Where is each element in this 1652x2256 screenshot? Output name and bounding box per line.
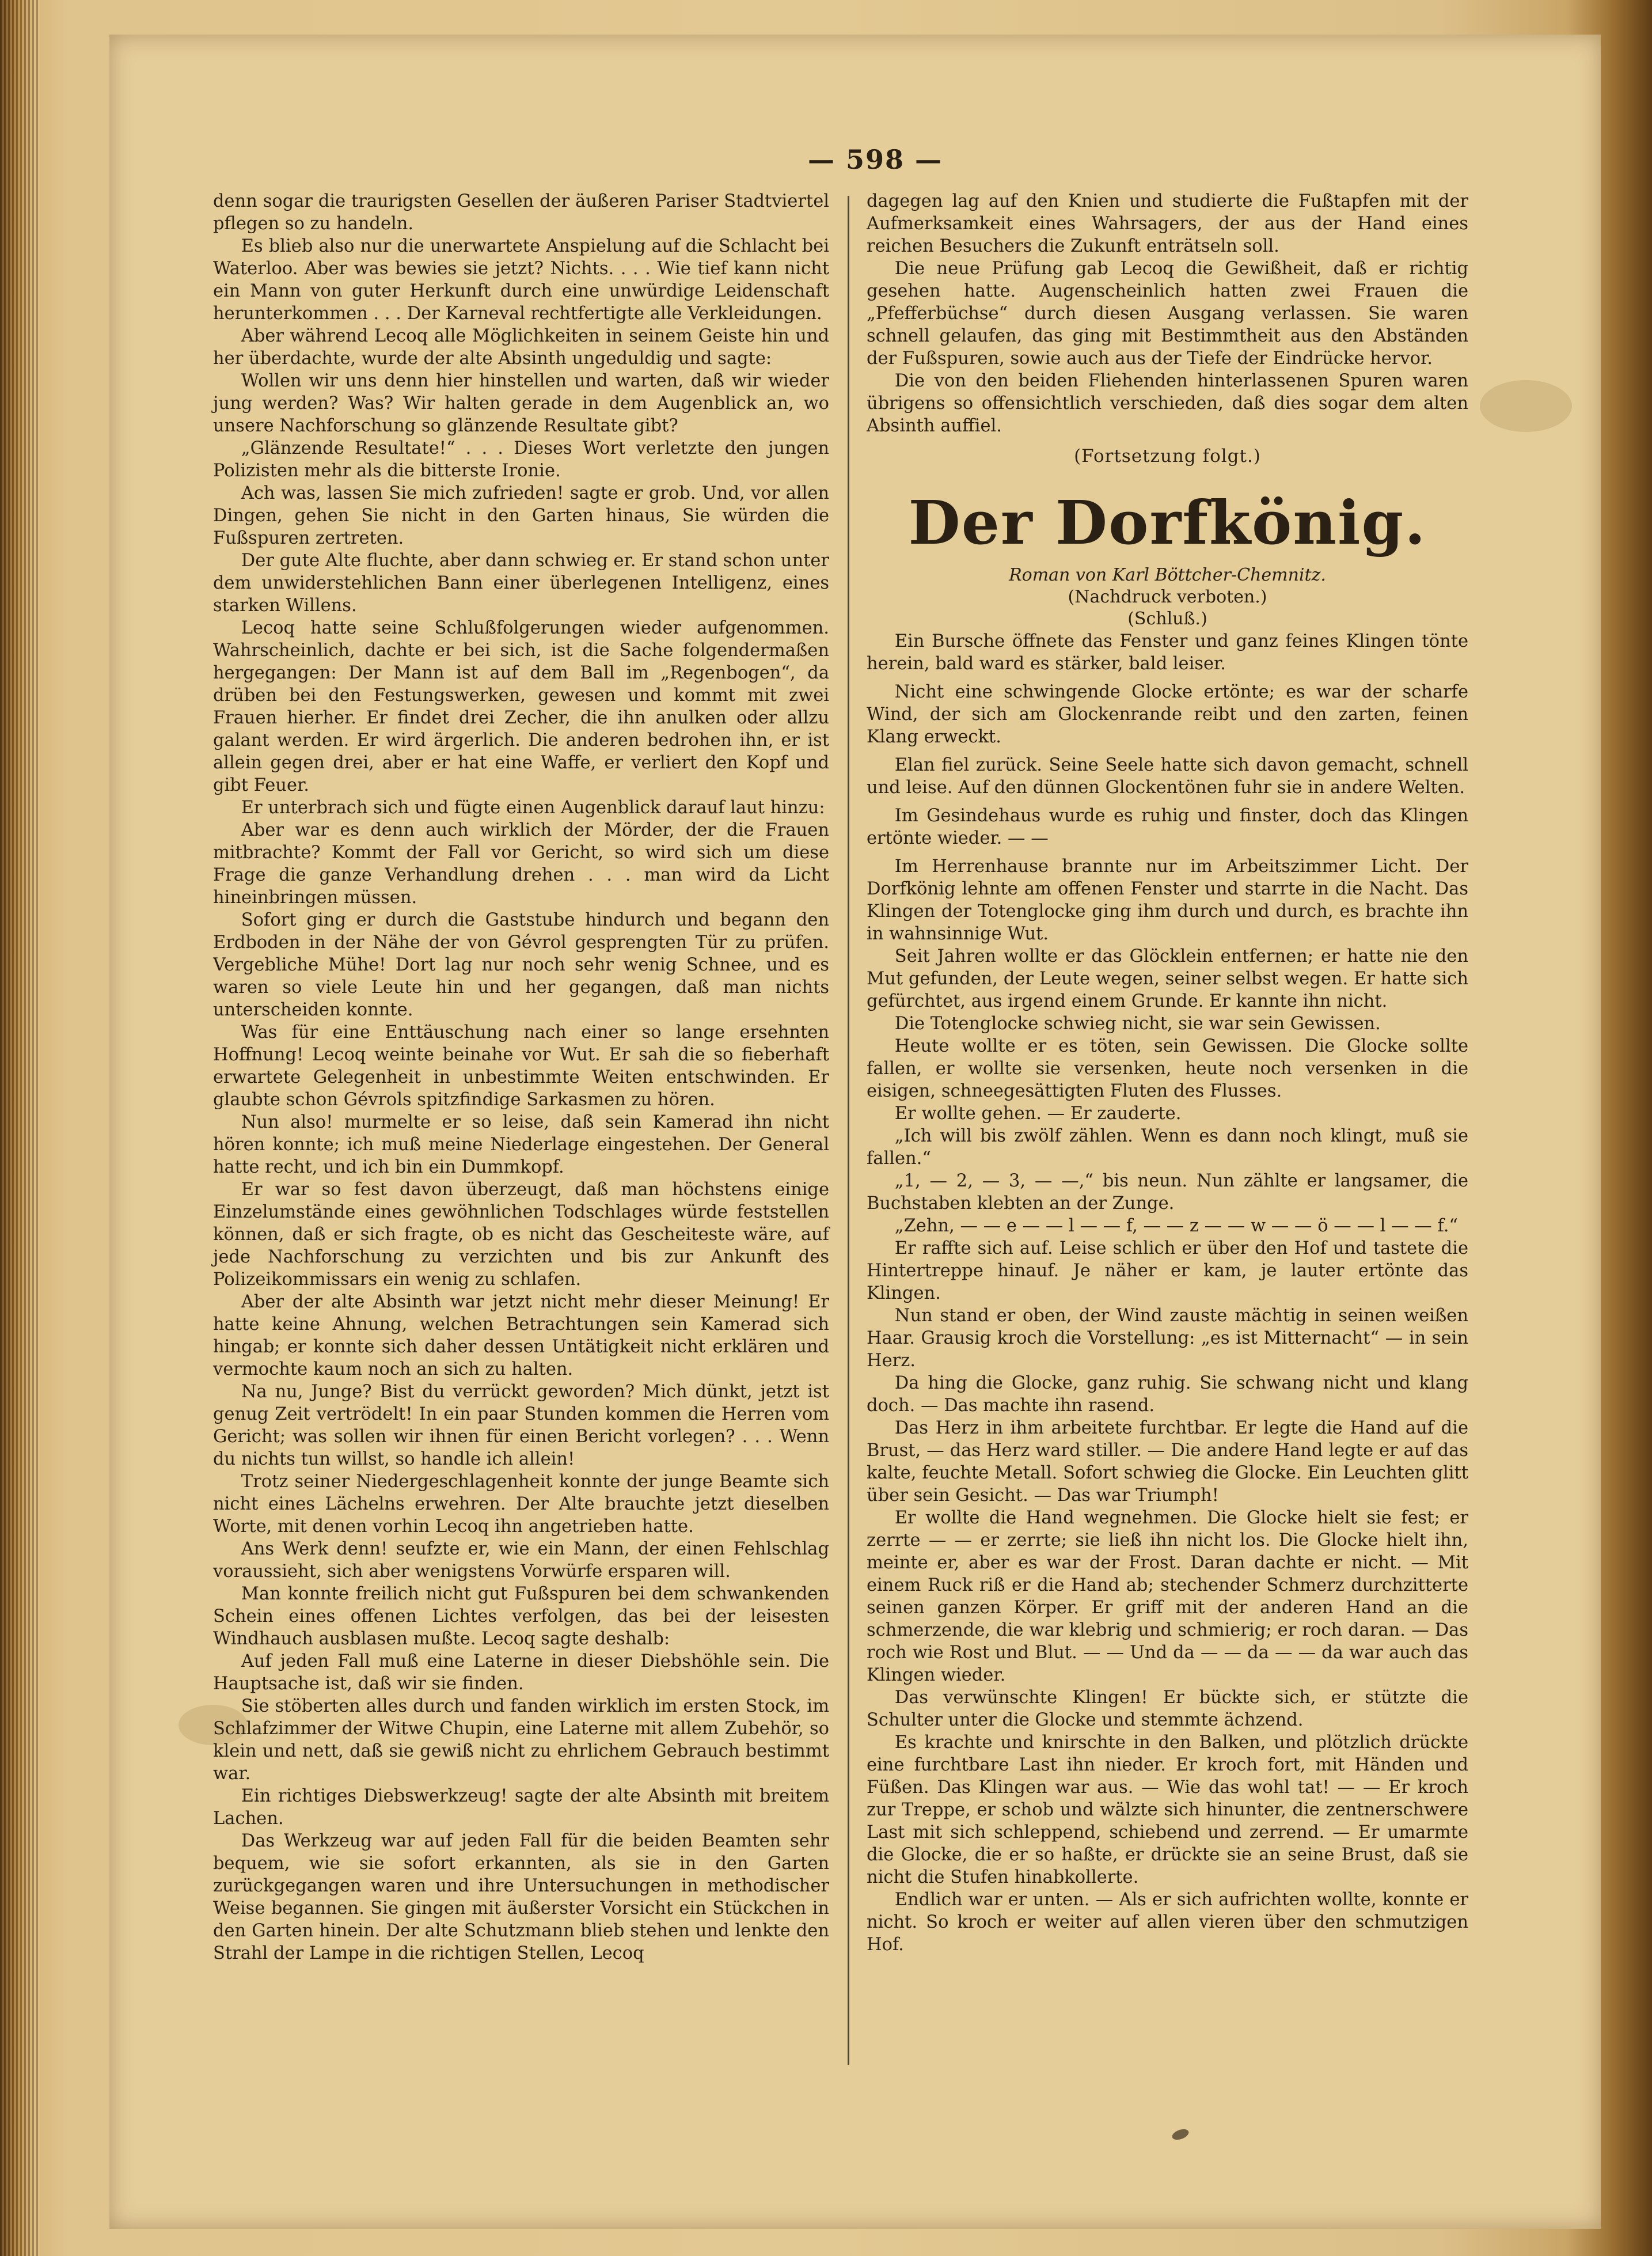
paragraph: Was für eine Enttäuschung nach einer so lange ersehnten Hoffnung! Lecoq weinte beinahe vor Wut. Er sah die so fieberhaft erwartete Gelegenheit in unbestimmte Weiten entschwinden. Er glaubte schon Gévrols spitzfindige Sarkasmen zu hören. (213, 1022, 829, 1110)
paragraph: Das Herz in ihm arbeitete furchtbar. Er legte die Hand auf die Brust, — das Herz ward stiller. — Die andere Hand legte er auf das kalte, feuchte Metall. Sofort schwieg die Glocke. Ein Leuchten glitt über sein Gesicht. — Das war Triumph! (867, 1418, 1468, 1506)
paragraph: „1, — 2, — 3, — —,“ bis neun. Nun zählte er langsamer, die Buchstaben klebten an der Zunge. (867, 1171, 1468, 1214)
paragraph: Elan fiel zurück. Seine Seele hatte sich davon gemacht, schnell und leise. Auf den dünnen Glockentönen fuhr sie in andere Welten. (867, 755, 1468, 798)
right-column (867, 190, 1468, 1956)
paragraph: denn sogar die traurigsten Gesellen der äußeren Pariser Stadtviertel pflegen so zu handeln. (213, 191, 829, 234)
paragraph: Sofort ging er durch die Gaststube hindurch und begann den Erdboden in der Nähe der von Gévrol gesprengten Tür zu prüfen. Vergebliche Mühe! Dort lag nur noch sehr wenig Schnee, und es waren so viele Leute hin und her gegangen, daß man nichts unterscheiden konnte. (213, 910, 829, 1020)
paragraph: Das verwünschte Klingen! Er bückte sich, er stützte die Schulter unter die Glocke und stemmte ächzend. (867, 1688, 1468, 1730)
paragraph: dagegen lag auf den Knien und studierte die Fußtapfen mit der Aufmerksamkeit eines Wahrsagers, der aus der Hand eines reichen Besuchers die Zukunft enträtseln soll. (867, 191, 1468, 256)
paragraph: Es krachte und knirschte in den Balken, und plötzlich drückte eine furchtbare Last ihn nieder. Er kroch fort, mit Händen und Füßen. Das Klingen war aus. — Wie das wohl tat! — — Er kroch zur Treppe, er schob und wälzte sich hinunter, die zentnerschwere Last mit sich schleppend, schiebend und zerrend. — Er umarmte die Glocke, die er so haßte, er drückte sie an seine Brust, daß sie nicht die Stufen hinabkollerte. (867, 1732, 1468, 1887)
novel-title: Der Dorfkönig. (908, 487, 1427, 558)
page-number: — 598 — (807, 144, 943, 175)
paragraph: Aber war es denn auch wirklich der Mörder, der die Frauen mitbrachte? Kommt der Fall vor Gericht, so wird sich um diese Frage die ganze Verhandlung drehen . . . man wird da Licht hineinbringen müssen. (213, 820, 829, 908)
paragraph: „Glänzende Resultate!“ . . . Dieses Wort verletzte den jungen Polizisten mehr als die bitterste Ironie. (213, 438, 829, 481)
paragraph: Aber der alte Absinth war jetzt nicht mehr dieser Meinung! Er hatte keine Ahnung, welchen Betrachtungen sein Kamerad sich hingab; er konnte sich daher dessen Untätigkeit nicht erklären und vermochte kaum noch an sich zu halten. (213, 1292, 829, 1379)
paragraph: Ein Bursche öffnete das Fenster und ganz feines Klingen tönte herein, bald ward es stärker, bald leiser. (867, 631, 1468, 674)
paper-stain (1480, 380, 1572, 432)
paragraph: Ach was, lassen Sie mich zufrieden! sagte er grob. Und, vor allen Dingen, gehen Sie nicht in den Garten hinaus, Sie würden die Fußspuren zertreten. (213, 483, 829, 548)
continued-note: (Fortsetzung folgt.) (1074, 446, 1261, 467)
paragraph: Nun stand er oben, der Wind zauste mächtig in seinen weißen Haar. Grausig kroch die Vorstellung: „es ist Mitternacht“ — in sein Herz. (867, 1306, 1468, 1371)
paragraph: Er war so fest davon überzeugt, daß man höchstens einige Einzelumstände eines gewöhnlichen Todschlages würde feststellen können, daß er sich fragte, ob es nicht das Gescheiteste wäre, auf jede Nachforschung zu verzichten und bis zur Ankunft des Polizeikommissars ein wenig zu schlafen. (213, 1180, 829, 1290)
paragraph: Ans Werk denn! seufzte er, wie ein Mann, der einen Fehlschlag voraussieht, sich aber wenigstens Vorwürfe ersparen will. (213, 1539, 829, 1582)
paragraph: Er wollte die Hand wegnehmen. Die Glocke hielt sie fest; er zerrte — — er zerrte; sie ließ ihn nicht los. Die Glocke hielt ihn, meinte er, aber es war der Frost. Daran dachte er nicht. — Mit einem Ruck riß er die Hand ab; stechender Schmerz durchzitterte seinen ganzen Körper. Er griff mit der anderen Hand an die schmerzende, die war klebrig und schmierig; er roch daran. — Das roch wie Rost und Blut. — — Und da — — da — — da war auch das Klingen wieder. (867, 1508, 1468, 1685)
paragraph: Trotz seiner Niedergeschlagenheit konnte der junge Beamte sich nicht eines Lächelns erwehren. Der Alte brauchte jetzt dieselben Worte, mit denen vorhin Lecoq ihn angetrieben hatte. (213, 1472, 829, 1537)
paragraph: Seit Jahren wollte er das Glöcklein entfernen; er hatte nie den Mut gefunden, der Leute wegen, seiner selbst wegen. Er hatte sich gefürchtet, aus irgend einem Grunde. Er kannte ihn nicht. (867, 946, 1468, 1011)
paragraph: Nicht eine schwingende Glocke ertönte; es war der scharfe Wind, der sich am Glockenrande reibt und den zarten, feinen Klang erweckt. (867, 682, 1468, 747)
paragraph: Auf jeden Fall muß eine Laterne in dieser Diebshöhle sein. Die Hauptsache ist, daß wir sie finden. (213, 1651, 829, 1694)
paragraph: Lecoq hatte seine Schlußfolgerungen wieder aufgenommen. Wahrscheinlich, dachte er bei sich, ist die Sache folgendermaßen hergegangen: Der Mann ist auf dem Ball im „Regenbogen“, da drüben bei den Festungswerken, gewesen und kommt mit zwei Frauen hierher. Er findet drei Zecher, die ihn anulken oder allzu galant werden. Er wird ärgerlich. Die anderen bedrohen ihn, er ist allein gegen drei, aber er hat eine Waffe, er verliert den Kopf und gibt Feuer. (213, 618, 829, 795)
paragraph: Na nu, Junge? Bist du verrückt geworden? Mich dünkt, jetzt ist genug Zeit vertrödelt! In ein paar Stunden kommen die Herren vom Gericht; was sollen wir ihnen für einen Bericht vorlegen? . . . Wenn du nichts tun willst, so handle ich allein! (213, 1382, 829, 1469)
paragraph: Die von den beiden Fliehenden hinterlassenen Spuren waren übrigens so offensichtlich verschieden, daß dies sogar dem alten Absinth auffiel. (867, 371, 1468, 436)
paragraph: Wollen wir uns denn hier hinstellen und warten, daß wir wieder jung werden? Was? Wir halten gerade in dem Augenblick an, wo unsere Nachforschung so glänzende Resultate gibt? (213, 371, 829, 436)
column-rule (848, 196, 849, 2065)
left-column (213, 190, 829, 1965)
novel-byline: Roman von Karl Böttcher-Chemnitz. (1009, 565, 1326, 585)
paragraph: Heute wollte er es töten, sein Gewissen. Die Glocke sollte fallen, er wollte sie versenken, heute noch versenken in die eisigen, schneegesättigten Fluten des Flusses. (867, 1036, 1468, 1101)
paragraph: Er unterbrach sich und fügte einen Augenblick darauf laut hinzu: (241, 798, 825, 818)
paragraph: „Zehn, — — e — — l — — f, — — z — — w — — ö — — l — — f.“ (894, 1216, 1458, 1236)
paragraph: Das Werkzeug war auf jeden Fall für die beiden Beamten sehr bequem, wie sie sofort erkannten, als sie in den Garten zurückgegangen waren und ihre Untersuchungen in methodischer Weise begannen. Sie gingen mit äußerster Vorsicht ein Stückchen in den Garten hinein. Der alte Schutzmann blieb stehen und lenkte den Strahl der Lampe in die richtigen Stellen, Lecoq (213, 1831, 829, 1963)
paragraph: „Ich will bis zwölf zählen. Wenn es dann noch klingt, muß sie fallen.“ (867, 1126, 1468, 1169)
part-note: (Schluß.) (1127, 609, 1207, 629)
paragraph: Im Gesindehaus wurde es ruhig und finster, doch das Klingen ertönte wieder. — — (867, 806, 1468, 848)
paragraph: Er raffte sich auf. Leise schlich er über den Hof und tastete die Hintertreppe hinauf. Je näher er kam, je lauter ertönte das Klingen. (867, 1238, 1468, 1303)
paragraph: Es blieb also nur die unerwartete Anspielung auf die Schlacht bei Waterloo. Aber was bewies sie jetzt? Nichts. . . . Wie tief kann nicht ein Mann von guter Herkunft durch eine unwürdige Leidenschaft herunterkommen . . . Der Karneval rechtfertigte alle Verkleidungen. (213, 236, 829, 324)
paragraph: Der gute Alte fluchte, aber dann schwieg er. Er stand schon unter dem unwiderstehlichen Bann einer überlegenen Intelligenz, eines starken Willens. (213, 551, 829, 616)
paragraph: Die neue Prüfung gab Lecoq die Gewißheit, daß er richtig gesehen hatte. Augenscheinlich hatten zwei Frauen die „Pfefferbüchse“ durch diesen Ausgang verlassen. Sie waren schnell gelaufen, das ging mit Bestimmtheit aus den Abständen der Fußspuren, sowie auch aus der Tiefe der Eindrücke hervor. (867, 259, 1468, 369)
paragraph: Nun also! murmelte er so leise, daß sein Kamerad ihn nicht hören konnte; ich muß meine Niederlage eingestehen. Der General hatte recht, und ich bin ein Dummkopf. (213, 1112, 829, 1177)
paragraph: Endlich war er unten. — Als er sich aufrichten wollte, konnte er nicht. So kroch er weiter auf allen vieren über den schmutzigen Hof. (867, 1890, 1468, 1955)
paragraph: Die Totenglocke schwieg nicht, sie war sein Gewissen. (894, 1014, 1381, 1034)
paragraph: Man konnte freilich nicht gut Fußspuren bei dem schwankenden Schein eines offenen Lichtes verfolgen, das bei der leisesten Windhauch ausblasen mußte. Lecoq sagte deshalb: (213, 1584, 829, 1649)
reprint-note: (Nachdruck verboten.) (1068, 587, 1267, 607)
paragraph: Da hing die Glocke, ganz ruhig. Sie schwang nicht und klang doch. — Das machte ihn rasend. (867, 1373, 1468, 1416)
paragraph: Sie stöberten alles durch und fanden wirklich im ersten Stock, im Schlafzimmer der Witwe Chupin, eine Laterne mit allem Zubehör, so klein und nett, daß sie gewiß nicht zu ehrlichem Gebrauch bestimmt war. (213, 1696, 829, 1784)
paragraph: Im Herrenhause brannte nur im Arbeitszimmer Licht. Der Dorfkönig lehnte am offenen Fenster und starrte in die Nacht. Das Klingen der Totenglocke ging ihm durch und durch, es brachte ihn in wahnsinnige Wut. (867, 856, 1468, 944)
paragraph: Er wollte gehen. — Er zauderte. (894, 1104, 1182, 1124)
binding-edge (0, 0, 40, 2256)
paragraph: Aber während Lecoq alle Möglichkeiten in seinem Geiste hin und her überdachte, wurde der alte Absinth ungeduldig und sagte: (213, 326, 829, 369)
paragraph: Ein richtiges Diebswerkzeug! sagte der alte Absinth mit breitem Lachen. (213, 1786, 829, 1829)
